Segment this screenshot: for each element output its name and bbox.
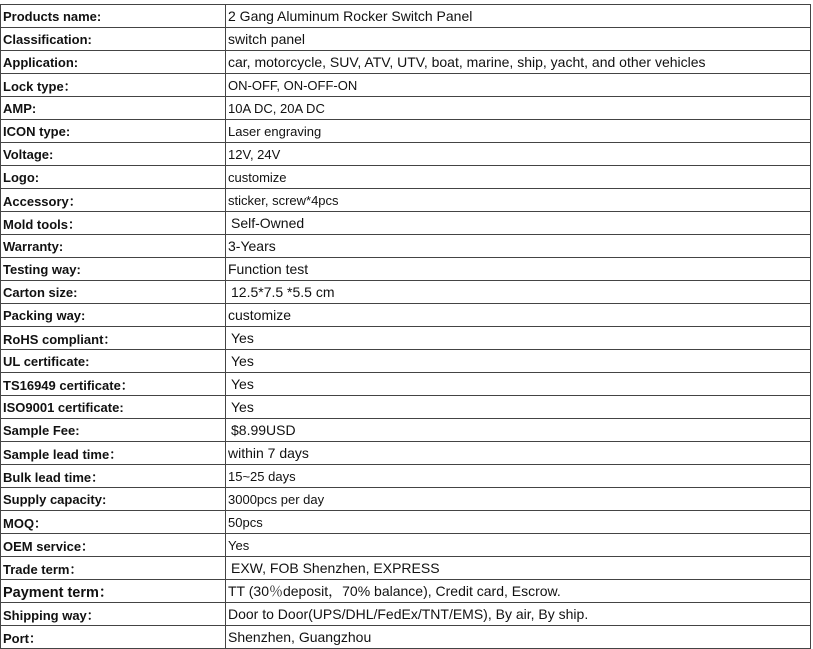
table-row — [1, 557, 811, 580]
spec-value: 50pcs — [226, 511, 811, 534]
table-row — [1, 373, 811, 396]
table-row — [1, 166, 811, 189]
table-row — [1, 74, 811, 97]
table-row — [1, 396, 811, 419]
table-row — [1, 603, 811, 626]
spec-label: Supply capacity: — [1, 488, 226, 511]
spec-label: RoHS compliant： — [1, 327, 226, 350]
table-row — [1, 120, 811, 143]
spec-value: EXW, FOB Shenzhen, EXPRESS — [226, 557, 811, 580]
spec-value: Yes — [226, 534, 811, 557]
spec-value: within 7 days — [226, 442, 811, 465]
spec-label: Bulk lead time： — [1, 465, 226, 488]
table-row — [1, 327, 811, 350]
spec-label: Classification: — [1, 28, 226, 51]
table-row — [1, 97, 811, 120]
spec-label: Mold tools： — [1, 212, 226, 235]
spec-label: Accessory： — [1, 189, 226, 212]
table-row — [1, 28, 811, 51]
table-row — [1, 534, 811, 557]
table-row — [1, 51, 811, 74]
spec-value: 12.5*7.5 *5.5 cm — [226, 281, 811, 304]
spec-label: Application: — [1, 51, 226, 74]
table-row — [1, 235, 811, 258]
table-row — [1, 442, 811, 465]
spec-label: Testing way: — [1, 258, 226, 281]
spec-label: Products name: — [1, 5, 226, 28]
table-row — [1, 281, 811, 304]
table-row — [1, 189, 811, 212]
spec-value: 12V, 24V — [226, 143, 811, 166]
table-row — [1, 488, 811, 511]
spec-value: Self-Owned — [226, 212, 811, 235]
spec-label: Carton size: — [1, 281, 226, 304]
spec-label: Logo: — [1, 166, 226, 189]
spec-label: ICON type: — [1, 120, 226, 143]
spec-value: ON-OFF, ON-OFF-ON — [226, 74, 811, 97]
spec-value: customize — [226, 166, 811, 189]
spec-value: car, motorcycle, SUV, ATV, UTV, boat, marine, ship, yacht, and other vehicles — [226, 51, 811, 74]
table-row — [1, 304, 811, 327]
spec-value: $8.99USD — [226, 419, 811, 442]
table-row — [1, 511, 811, 534]
table-row — [1, 212, 811, 235]
table-row — [1, 580, 811, 603]
spec-value: Shenzhen, Guangzhou — [226, 626, 811, 649]
spec-value: TT (30％deposit，70% balance), Credit card, Escrow. — [226, 580, 811, 603]
spec-value: 2 Gang Aluminum Rocker Switch Panel — [226, 5, 811, 28]
spec-label: ISO9001 certificate: — [1, 396, 226, 419]
spec-label: AMP: — [1, 97, 226, 120]
spec-label: Port： — [1, 626, 226, 649]
spec-value: 15~25 days — [226, 465, 811, 488]
spec-value: Door to Door(UPS/DHL/FedEx/TNT/EMS), By air, By ship. — [226, 603, 811, 626]
table-row — [1, 350, 811, 373]
spec-value: Yes — [226, 373, 811, 396]
spec-value: Yes — [226, 396, 811, 419]
table-row — [1, 5, 811, 28]
spec-label: Sample lead time： — [1, 442, 226, 465]
spec-value: Laser engraving — [226, 120, 811, 143]
spec-value: 3000pcs per day — [226, 488, 811, 511]
table-row — [1, 143, 811, 166]
table-row — [1, 465, 811, 488]
spec-label: Trade term： — [1, 557, 226, 580]
spec-value: customize — [226, 304, 811, 327]
spec-label: MOQ： — [1, 511, 226, 534]
table-row — [1, 626, 811, 649]
spec-label: UL certificate: — [1, 350, 226, 373]
spec-label: Packing way: — [1, 304, 226, 327]
spec-label: Shipping way： — [1, 603, 226, 626]
table-row — [1, 258, 811, 281]
spec-label: OEM service： — [1, 534, 226, 557]
spec-label: Payment term： — [1, 580, 226, 603]
spec-label: Lock type： — [1, 74, 226, 97]
spec-value: 10A DC, 20A DC — [226, 97, 811, 120]
spec-label: Warranty: — [1, 235, 226, 258]
spec-value: switch panel — [226, 28, 811, 51]
spec-value: Yes — [226, 350, 811, 373]
spec-label: Sample Fee: — [1, 419, 226, 442]
spec-value: Function test — [226, 258, 811, 281]
table-row — [1, 419, 811, 442]
spec-value: sticker, screw*4pcs — [226, 189, 811, 212]
spec-label: TS16949 certificate： — [1, 373, 226, 396]
product-spec-table — [0, 4, 811, 649]
spec-value: Yes — [226, 327, 811, 350]
spec-label: Voltage: — [1, 143, 226, 166]
spec-value: 3-Years — [226, 235, 811, 258]
